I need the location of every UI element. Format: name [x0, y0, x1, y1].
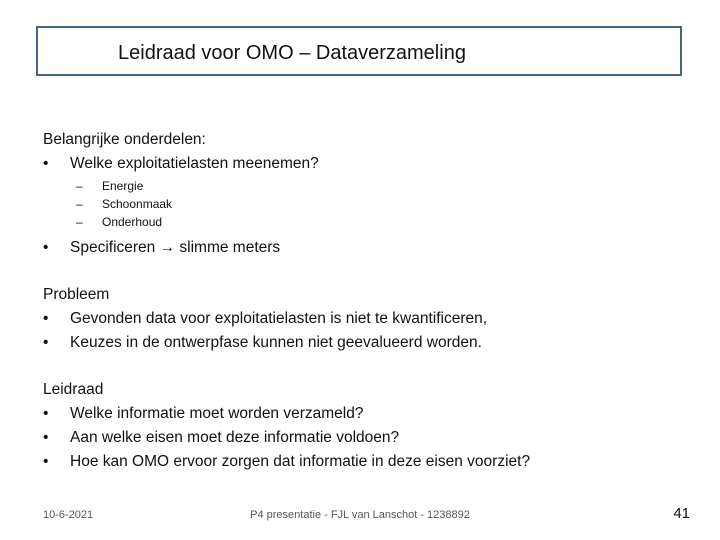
slide-title-box: [36, 26, 682, 76]
bullet-symbol: •: [43, 239, 49, 256]
bullet-symbol: •: [43, 155, 49, 172]
bullet-item: [43, 402, 683, 426]
bullet-text: Hoe kan OMO ervoor zorgen dat informatie in deze eisen voorziet?: [70, 453, 531, 470]
spacer: [43, 260, 683, 283]
sub-item-text: Energie: [102, 179, 144, 193]
footer-presentation-info: P4 presentatie - FJL van Lanschot - 1238892: [250, 509, 470, 521]
bullet-symbol: •: [43, 405, 49, 422]
slide-title: Leidraad voor OMO – Dataverzameling: [118, 42, 466, 64]
bullet-item: [43, 152, 683, 176]
bullet-symbol: •: [43, 334, 49, 351]
section-heading-leidraad: Leidraad: [43, 381, 104, 398]
bullet-item: [43, 426, 683, 450]
bullet-text: Welke informatie moet worden verzameld?: [70, 405, 364, 422]
bullet-item: [43, 307, 683, 331]
footer-date: 10-6-2021: [43, 509, 94, 521]
bullet-text: Welke exploitatielasten meenemen?: [70, 155, 319, 172]
bullet-item: [43, 331, 683, 355]
sub-list: [43, 177, 683, 231]
bullet-symbol: •: [43, 310, 49, 327]
bullet-text: Specificeren → slimme meters: [70, 239, 281, 256]
spacer: [43, 355, 683, 378]
dash-symbol: –: [76, 215, 83, 229]
sub-item-text: Schoonmaak: [102, 197, 173, 211]
dash-symbol: –: [76, 197, 83, 211]
section-heading-probleem: Probleem: [43, 286, 110, 303]
sub-item-text: Onderhoud: [102, 215, 163, 229]
section-heading-onderdelen: Belangrijke onderdelen:: [43, 131, 206, 148]
bullet-item: [43, 450, 683, 474]
bullet-item: [43, 236, 683, 260]
bullet-text: Aan welke eisen moet deze informatie voldoen?: [70, 429, 400, 446]
sub-item-onderhoud: [43, 213, 683, 231]
bullet-symbol: •: [43, 453, 49, 470]
slide-content: [43, 128, 683, 474]
sub-item-energie: [43, 177, 683, 195]
page-number: 41: [673, 505, 690, 522]
dash-symbol: –: [76, 179, 83, 193]
bullet-symbol: •: [43, 429, 49, 446]
bullet-text: Gevonden data voor exploitatielasten is niet te kwantificeren,: [70, 310, 488, 327]
bullet-text: Keuzes in de ontwerpfase kunnen niet geevalueerd worden.: [70, 334, 482, 351]
sub-item-schoonmaak: [43, 195, 683, 213]
